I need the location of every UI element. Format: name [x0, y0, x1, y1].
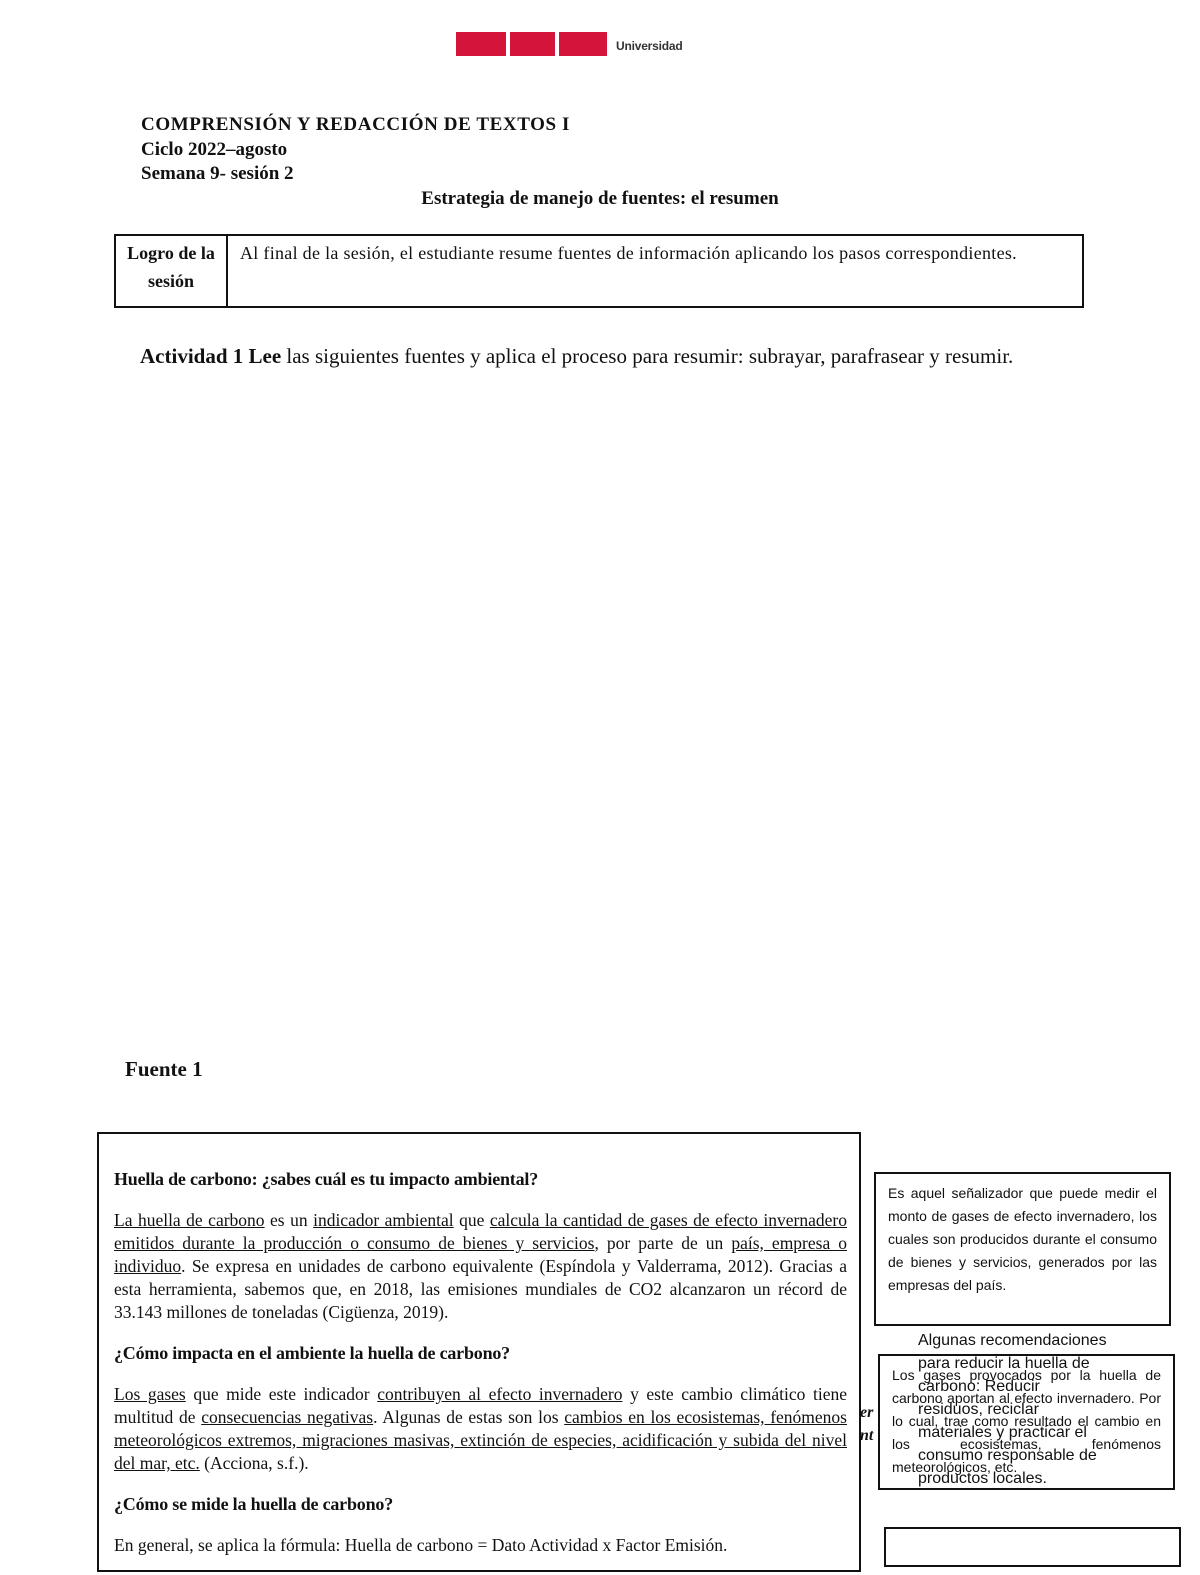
cycle-label: Ciclo 2022–agosto [141, 139, 288, 160]
summary-note-3 [884, 1527, 1181, 1567]
logro-label: Logro de la sesión [116, 236, 228, 306]
underlined-text: Los gases [114, 1384, 186, 1404]
logo-text: Universidad [616, 39, 683, 53]
source-title: Huella de carbono: ¿sabes cuál es tu impacto ambiental? [114, 1169, 538, 1189]
source-paragraph-3: En general, se aplica la fórmula: Huella de carbono = Dato Actividad x Factor Emisión. [114, 1535, 728, 1555]
source-paragraph-2 [114, 1383, 847, 1475]
underlined-text: consecuencias negativas [201, 1407, 374, 1427]
source-content [114, 1168, 847, 1575]
paragraph-text: que mide este indicador [185, 1384, 378, 1404]
source-box [97, 1132, 861, 1572]
activity-text: las siguientes fuentes y aplica el proceso para resumir: subrayar, parafrasear y resumir. [286, 344, 1014, 368]
paragraph-text: . Se expresa en unidades de carbono equivalente (Espíndola y Valderrama, 2012). Gracias a esta herramienta, sabemos que, en 2018, las emisiones mundiales de CO2 alcanzaron un récord de 33.143 millones de toneladas (Cigüenza, 2019). [114, 1256, 847, 1322]
activity-label: Actividad 1 Lee [140, 344, 282, 368]
week-label: Semana 9- sesión 2 [141, 163, 294, 184]
summary-note-1: Es aquel señalizador que puede medir el monto de gases de efecto invernadero, los cuales son producidos durante el consumo de bienes y servicios, generados por las empresas del país. [874, 1172, 1171, 1326]
logo-letter-t [510, 32, 555, 56]
underlined-text: cambios en los ecosistemas, fenómenos meteorológicos extremos, migraciones masivas, extinción de especies, acidificación y subida del nivel del mar, etc. [114, 1407, 847, 1473]
paragraph-text: y este cambio climático tiene multitud de [114, 1384, 847, 1427]
paragraph-text: es un [264, 1210, 314, 1230]
paragraph-text: (Acciona, s.f.). [199, 1453, 309, 1473]
source-heading-3: ¿Cómo se mide la huella de carbono? [114, 1494, 393, 1514]
logro-table [114, 234, 1084, 308]
course-title: COMPRENSIÓN Y REDACCIÓN DE TEXTOS I [141, 114, 571, 135]
strategy-title: Estrategia de manejo de fuentes: el resumen [421, 188, 779, 209]
logo-letter-p [559, 32, 607, 56]
underlined-text: contribuyen al efecto invernadero [377, 1384, 623, 1404]
underlined-text: La huella de carbono [114, 1210, 265, 1230]
source-label: Fuente 1 [125, 1057, 203, 1081]
university-logo [456, 32, 696, 56]
summary-note-floating: Algunas recomendaciones para reducir la huella de carbono: Reducir residuos, reciclar materiales y practicar el consumo responsable de productos locales. [918, 1332, 1107, 1487]
underlined-text: calcula la cantidad de gases de efecto invernadero [489, 1210, 847, 1230]
clipped-text-fragment: er [860, 1404, 874, 1421]
logro-text: Al final de la sesión, el estudiante resume fuentes de información aplicando los pasos correspondientes. [240, 243, 1017, 263]
underlined-text: país, empresa o individuo [114, 1233, 847, 1276]
paragraph-text: . Algunas de estas son los [373, 1407, 565, 1427]
source-paragraph-1 [114, 1209, 847, 1324]
activity-instructions [140, 341, 1030, 372]
paragraph-text: , por parte de un [594, 1233, 732, 1253]
underlined-text: emitidos durante la producción o consumo de bienes y servicios [114, 1233, 595, 1253]
logo-letter-u [456, 32, 506, 56]
paragraph-text: que [453, 1210, 490, 1230]
underlined-text: indicador ambiental [313, 1210, 454, 1230]
summary-note-2: Los gases provocados por la huella de carbono aportan al efecto invernadero. Por lo cual, trae como resultado el cambio en los ecosistemas, fenómenos meteorológicos, etc. [878, 1354, 1175, 1490]
source-heading-2: ¿Cómo impacta en el ambiente la huella de carbono? [114, 1343, 510, 1363]
clipped-text-fragment: nt [860, 1427, 874, 1444]
